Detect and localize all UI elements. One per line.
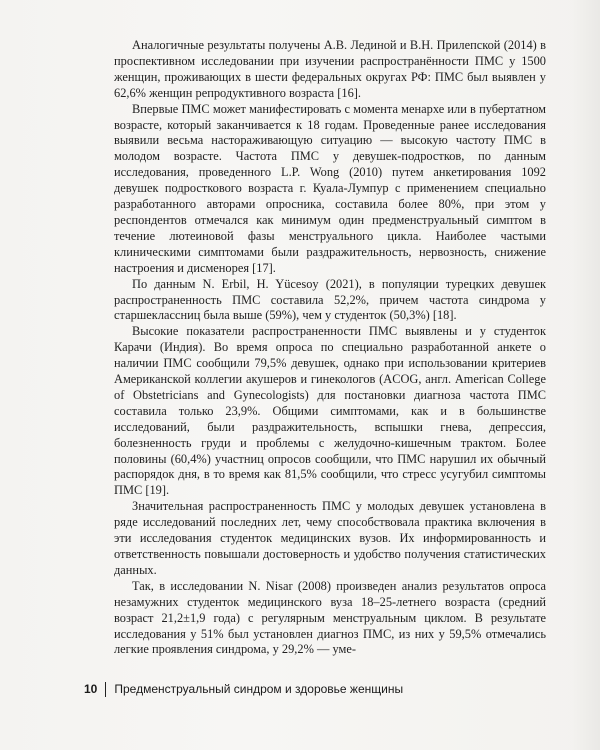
paragraph-2: Впервые ПМС может манифестировать с момента менархе или в пубертатном возрасте, который заканчивается к 18 годам. Проведенные ранее исследования выявили весьма настораживающую ситуацию — высокую частоту ПМС в молодом возрасте. Частота ПМС у девушек-подростков, по данным исследования, проведенного L.P. Wong (2010) путем анкетирования 1092 девушек подросткового возраста г. Куала-Лумпур с применением специально разработанного авторами опросника, составила более 80%, при этом у респондентов отмечался как минимум один предменструальный симптом в течение лютеиновой фазы менструального цикла. Наиболее частыми клиническими симптомами были раздражительность, нервозность, снижение настроения и дисменорея [17].	[114, 101, 546, 275]
paragraph-4: Высокие показатели распространенности ПМС выявлены и у студенток Карачи (Индия). Во время опроса по специально разработанной анкете о наличии ПМС сообщили 79,5% девушек, однако при использовании критериев Американской коллегии акушеров и гинекологов (ACOG, англ. American College of Obstetricians and Gynecologists) для постановки диагноза частота ПМС составила только 23,9%. Общими симптомами, как и в большинстве исследований, были раздражительность, вспышки гнева, депрессия, болезненность груди и проблемы с желудочно-кишечным трактом. Более половины (60,4%) участниц опросов сообщили, что ПМС нарушил их обычный распорядок дня, в то время как 81,5% сообщили, что стресс усугубил симптомы ПМС [19].	[114, 324, 546, 498]
body-text	[114, 38, 546, 658]
page-edge-shadow	[572, 0, 600, 750]
paragraph-3: По данным N. Erbil, H. Yücesoy (2021), в популяции турецких девушек распространенность ПМС составила 52,2%, причем частота синдрома у старшеклассниц была выше (59%), чем у студенток (50,3%) [18].	[114, 276, 546, 323]
paragraph-6: Так, в исследовании N. Nisar (2008) произведен анализ результатов опроса незамужних студенток медицинского вуза 18–25-летнего возраста (средний возраст 21,2±1,9 года) с регулярным менструальным циклом. В результате исследования у 51% был установлен диагноз ПМС, из них у 59,5% отмечались легкие проявления синдрома, у 29,2% — уме-	[114, 578, 546, 657]
paragraph-1: Аналогичные результаты получены А.В. Лединой и В.Н. Прилепской (2014) в проспективном исследовании при изучении распространённости ПМС у 1500 женщин, проживающих в шести федеральных округах РФ: ПМС был выявлен у 62,6% женщин репродуктивного возраста [16].	[114, 38, 546, 100]
page-footer	[84, 681, 403, 697]
page-number: 10	[84, 682, 98, 696]
paragraph-5: Значительная распространенность ПМС у молодых девушек установлена в ряде исследований последних лет, чему способствовала практика включения в эти исследования студенток медицинских вузов. Их информированность и ответственность повышали достоверность и удобство получения статистических данных.	[114, 499, 546, 577]
running-title: Предменструальный синдром и здоровье женщины	[114, 682, 404, 696]
footer-divider	[105, 682, 106, 697]
